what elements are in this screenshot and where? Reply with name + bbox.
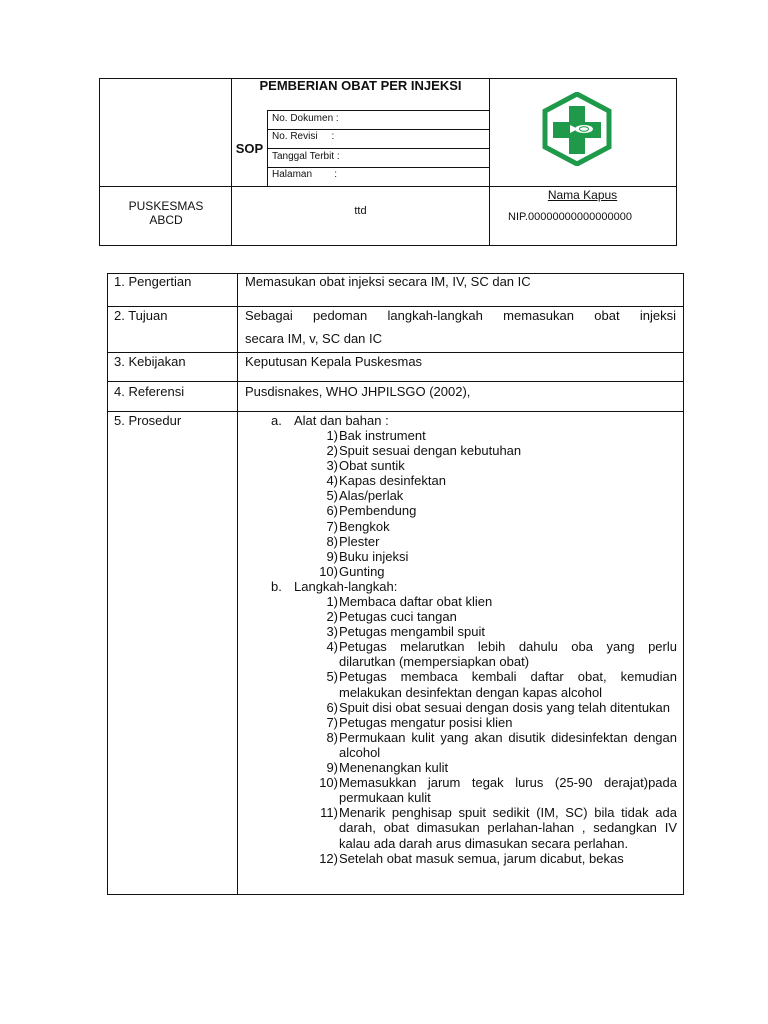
no-dokumen-label: No. Dokumen : [272, 113, 339, 124]
list-item [313, 775, 677, 805]
list-item [313, 805, 677, 850]
list-item [313, 639, 677, 669]
list-item-number: 3) [326, 458, 338, 474]
list-item-number: 4) [326, 473, 338, 489]
no-revisi-label: No. Revisi : [272, 131, 335, 142]
list-item [313, 564, 677, 579]
row-value-tujuan-line2: secara IM, v, SC dan IC [245, 331, 383, 346]
puskesmas-line2: ABCD [149, 213, 183, 227]
row-value-kebijakan: Keputusan Kepala Puskesmas [245, 354, 423, 369]
list-item [313, 760, 677, 775]
row-label-prosedur: 5. Prosedur [114, 413, 182, 428]
alat-bahan-list [313, 428, 677, 579]
sop-label: SOP [235, 141, 264, 156]
list-item-number: 10) [319, 775, 338, 791]
list-item-text: Spuit disi obat sesuai dengan dosis yang telah ditentukan [339, 699, 671, 715]
list-item-number: 12) [319, 850, 338, 866]
list-item-text: Gunting [339, 563, 385, 579]
list-item-number: 9) [326, 760, 338, 776]
list-item-number: 5) [326, 488, 338, 504]
section-b-marker: b. [271, 579, 282, 594]
list-item [313, 503, 677, 518]
list-item [313, 488, 677, 503]
section-a-marker: a. [271, 413, 282, 428]
list-item-number: 1) [326, 594, 338, 609]
list-item [313, 458, 677, 473]
list-item-number: 4) [326, 639, 338, 655]
halaman-label: Halaman : [272, 169, 338, 180]
list-item-text: Petugas melarutkan lebih dahulu oba yang perlu dilarutkan (mempersiapkan obat) [339, 639, 677, 670]
list-item-number: 6) [326, 503, 338, 519]
list-item-number: 3) [326, 624, 338, 640]
list-item-text: Menarik penghisap spuit sedikit (IM, SC) bila tidak ada darah, obat dimasukan perlahan-lahan , sedangkan IV kalau ada darah arus dimasukan secara perlahan. [339, 805, 677, 851]
list-item [313, 534, 677, 549]
puskesmas-name [100, 199, 232, 227]
row-label-referensi: 4. Referensi [114, 384, 185, 399]
list-item-number: 8) [326, 533, 338, 549]
list-item [313, 851, 677, 866]
list-item-text: Bak instrument [339, 428, 426, 443]
document-title: PEMBERIAN OBAT PER INJEKSI [259, 78, 462, 93]
list-item-number: 6) [326, 699, 338, 715]
list-item-number: 1) [326, 428, 338, 443]
list-item-text: Petugas cuci tangan [339, 609, 457, 625]
section-a-title: Alat dan bahan : [294, 413, 389, 428]
list-item-number: 2) [326, 609, 338, 625]
list-item-number: 5) [326, 669, 338, 685]
list-item-text: Plester [339, 533, 380, 549]
list-item-text: Permukaan kulit yang akan disutik didesinfektan dengan alcohol [339, 729, 677, 760]
list-item-text: Pembendung [339, 503, 417, 519]
list-item-text: Membaca daftar obat klien [339, 594, 493, 609]
list-item-number: 8) [326, 729, 338, 745]
list-item-text: Menenangkan kulit [339, 760, 449, 776]
list-item [313, 473, 677, 488]
list-item-text: Alas/perlak [339, 488, 404, 504]
list-item [313, 609, 677, 624]
list-item [313, 669, 677, 699]
list-item-text: Obat suntik [339, 458, 405, 474]
nama-kapus: Nama Kapus [547, 188, 618, 202]
list-item-number: 7) [326, 518, 338, 534]
list-item [313, 549, 677, 564]
tanggal-terbit-label: Tanggal Terbit : [272, 151, 340, 162]
puskesmas-logo-icon [540, 92, 614, 166]
list-item-text: Petugas mengambil spuit [339, 624, 485, 640]
list-item [313, 624, 677, 639]
list-item-text: Kapas desinfektan [339, 473, 446, 489]
list-item-number: 11) [320, 805, 338, 821]
row-label-kebijakan: 3. Kebijakan [114, 354, 186, 369]
list-item-number: 10) [319, 563, 338, 579]
row-value-referensi: Pusdisnakes, WHO JHPILSGO (2002), [245, 384, 471, 399]
list-item-text: Buku injeksi [339, 548, 409, 564]
list-item-text: Memasukkan jarum tegak lurus (25-90 derajat)pada permukaan kulit [339, 775, 677, 806]
list-item [313, 428, 677, 443]
list-item-number: 7) [326, 714, 338, 730]
row-label-tujuan: 2. Tujuan [114, 308, 168, 323]
list-item-number: 9) [326, 548, 338, 564]
list-item [313, 715, 677, 730]
row-value-pengertian: Memasukan obat injeksi secara IM, IV, SC dan IC [245, 274, 531, 289]
list-item-number: 2) [326, 443, 338, 459]
puskesmas-line1: PUSKESMAS [128, 199, 204, 213]
list-item [313, 730, 677, 760]
section-b-title: Langkah-langkah: [294, 579, 398, 594]
list-item-text: Petugas membaca kembali daftar obat, kemudian melakukan desinfektan dengan kapas alcohol [339, 669, 677, 700]
row-label-pengertian: 1. Pengertian [114, 274, 192, 289]
list-item-text: Setelah obat masuk semua, jarum dicabut, bekas [339, 850, 624, 866]
list-item [313, 519, 677, 534]
list-item [313, 700, 677, 715]
list-item-text: Spuit sesuai dengan kebutuhan [339, 443, 522, 459]
row-value-tujuan-line1: Sebagai pedoman langkah-langkah memasukan obat injeksi [245, 308, 676, 323]
list-item [313, 443, 677, 458]
nip-number: NIP.00000000000000000 [508, 211, 632, 223]
list-item-text: Bengkok [339, 518, 390, 534]
list-item [313, 594, 677, 609]
list-item-text: Petugas mengatur posisi klien [339, 714, 513, 730]
langkah-list [313, 594, 677, 894]
ttd-signature: ttd [354, 205, 367, 217]
